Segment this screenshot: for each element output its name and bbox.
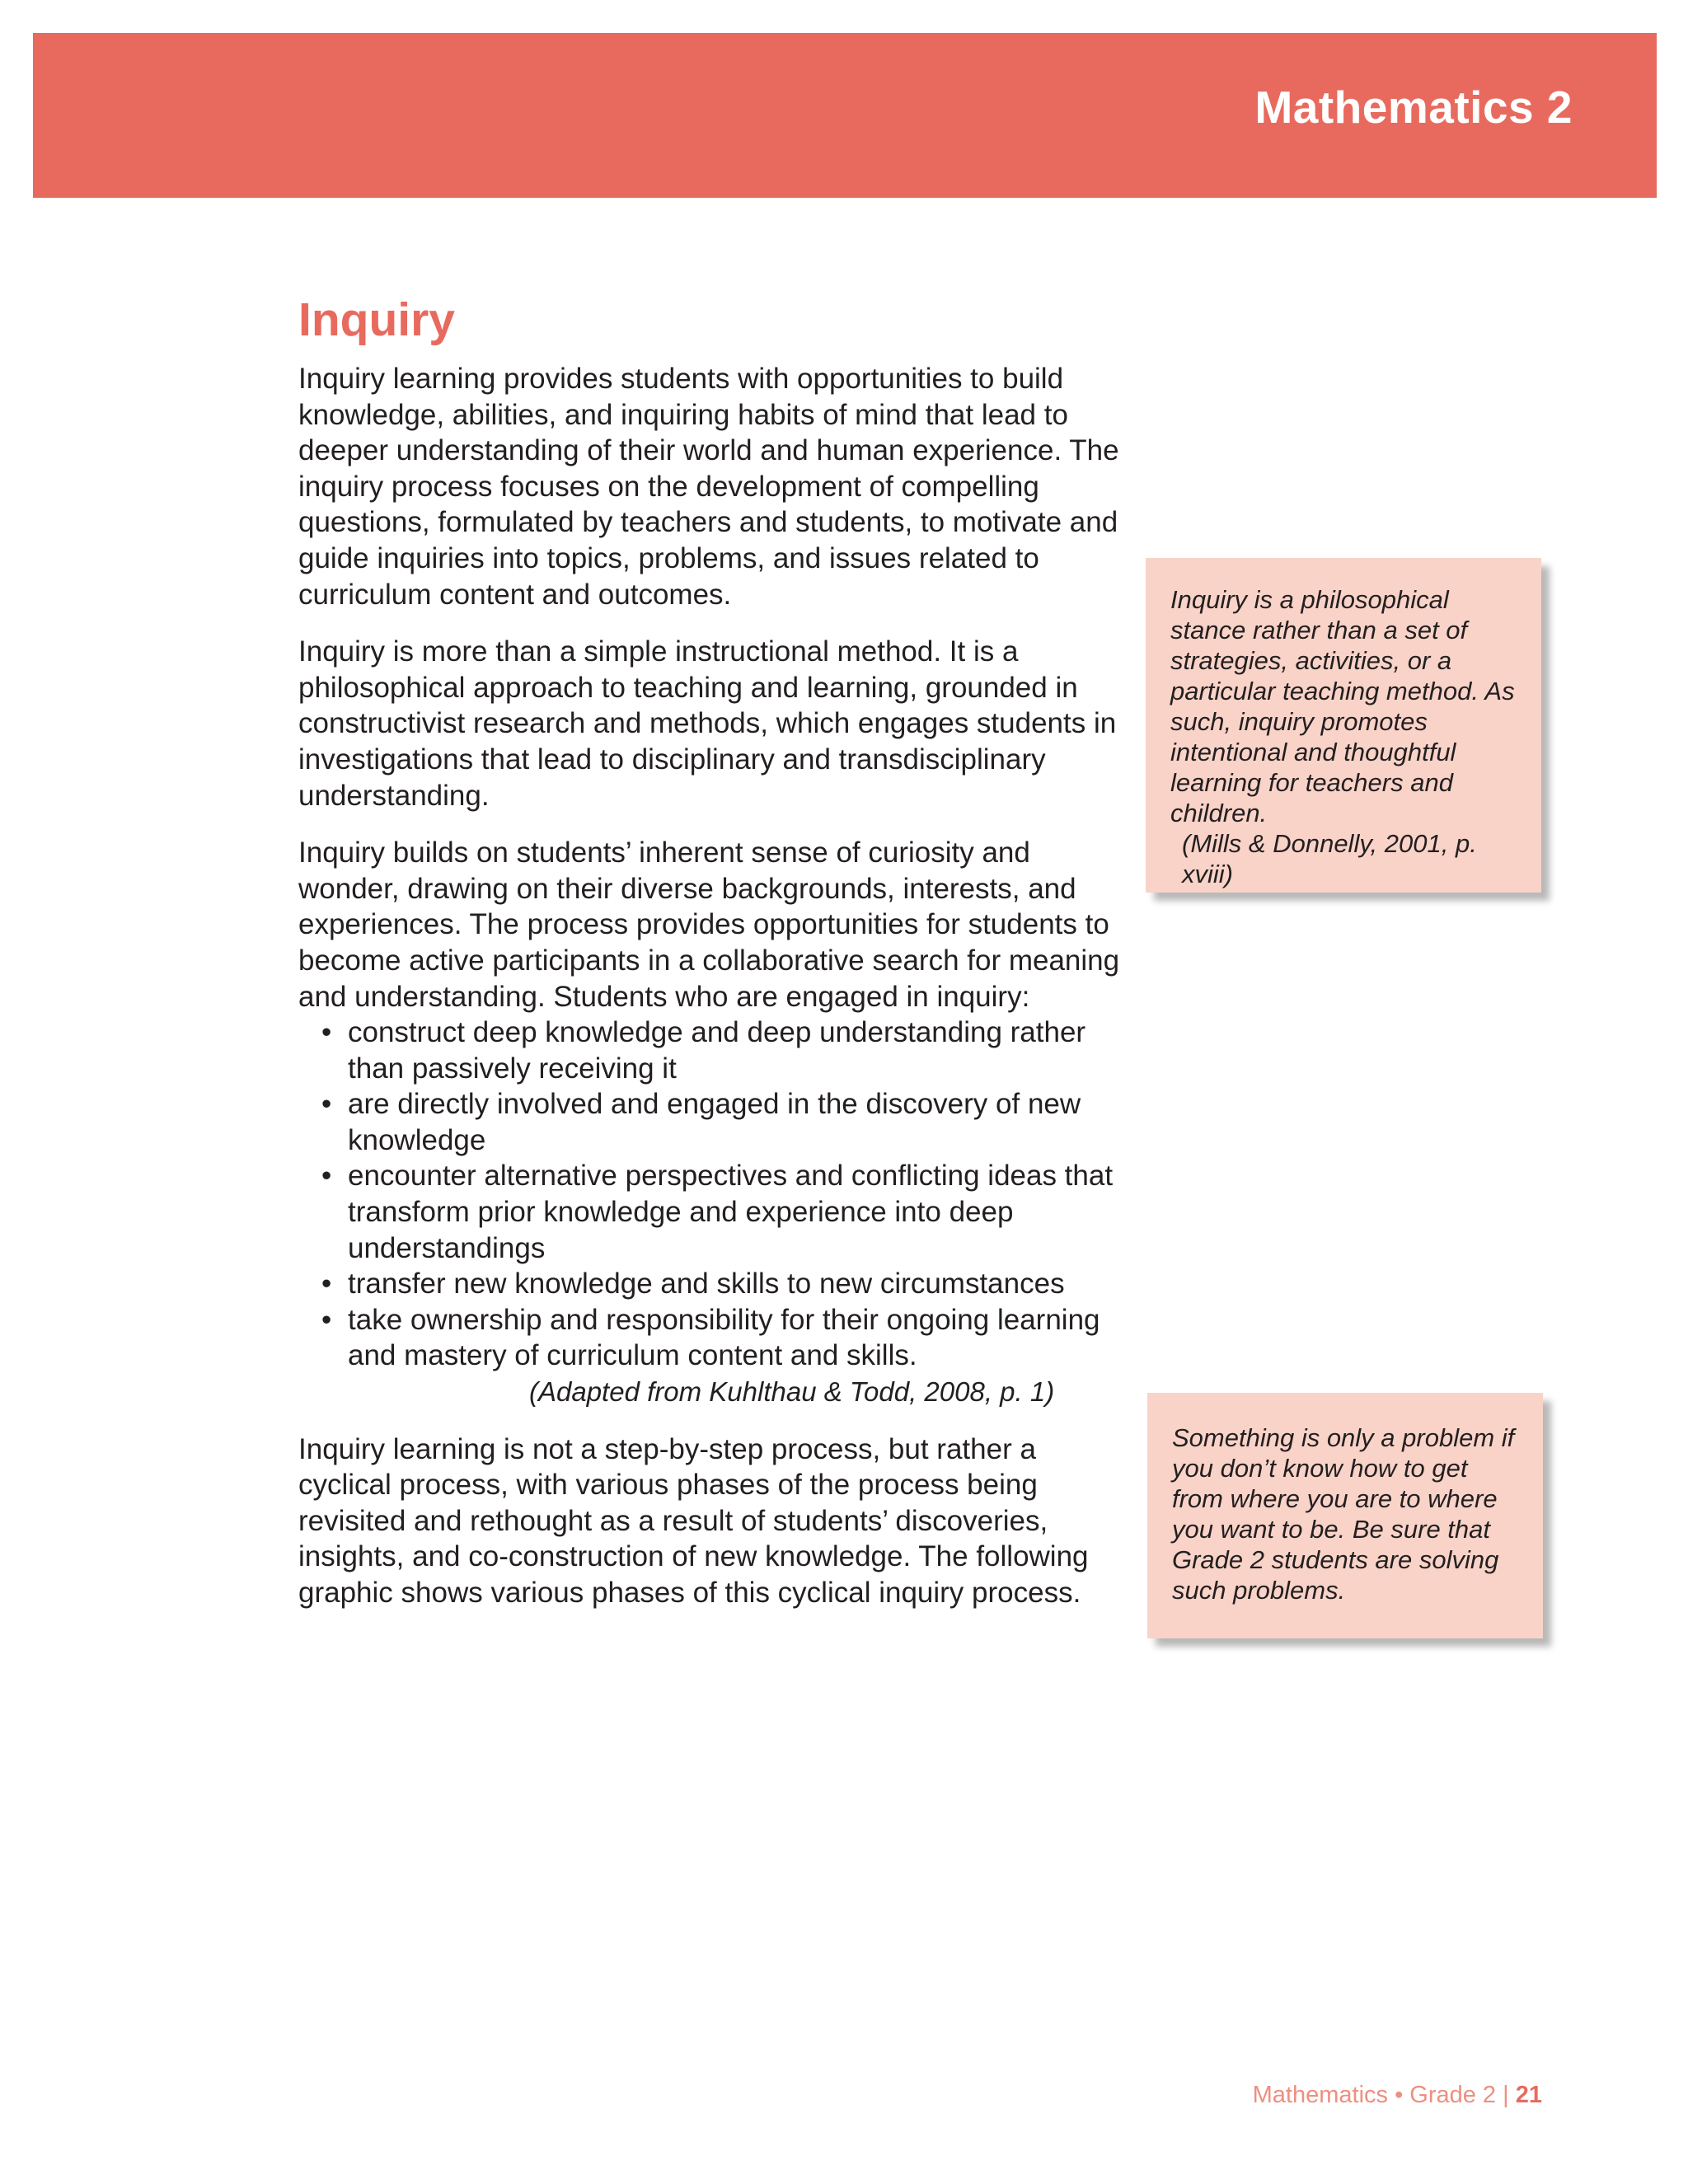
inquiry-bullet-list xyxy=(298,1015,1123,1374)
bullet-citation: (Adapted from Kuhlthau & Todd, 2008, p. 1) xyxy=(529,1376,1055,1408)
paragraph-intro: Inquiry learning provides students with opportunities to build knowledge, abilities, and inquiring habits of mind that lead to deeper understanding of their world and human experience. The inquiry process focuses on the development of compelling questions, formulated by teachers and students, to motivate and guide inquiries into topics, problems, and issues related to curriculum content and outcomes. xyxy=(298,363,1119,611)
sidebar-quote-text: Something is only a problem if you don’t know how to get from where you are to where you want to be. Be sure that Grade 2 students are solving such problems. xyxy=(1172,1423,1515,1605)
list-item: • encounter alternative perspectives and conflicting ideas that transform prior knowledge and experience into deep understandings xyxy=(348,1158,1123,1266)
page-title: Mathematics 2 xyxy=(1254,82,1573,133)
sidebar-quote-citation: (Mills & Donnelly, 2001, p. xviii) xyxy=(1182,829,1477,888)
paragraph-cyclical: Inquiry learning is not a step-by-step process, but rather a cyclical process, with various phases of the process being revisited and rethought as a result of students’ discoveries, insights, and co-construction of new knowledge. The following graphic shows various phases of this cyclical inquiry process. xyxy=(298,1432,1089,1609)
page-number: 21 xyxy=(1515,2082,1542,2108)
list-item: • take ownership and responsibility for their ongoing learning and mastery of curriculum content and skills. xyxy=(348,1302,1123,1374)
list-item: • transfer new knowledge and skills to new circumstances xyxy=(348,1266,1123,1302)
page-footer xyxy=(1253,2082,1542,2109)
list-item: • construct deep knowledge and deep understanding rather than passively receiving it xyxy=(348,1015,1123,1086)
main-content xyxy=(298,288,1123,1633)
list-item: • are directly involved and engaged in the discovery of new knowledge xyxy=(348,1086,1123,1158)
sidebar-quote-problem xyxy=(1147,1393,1543,1638)
section-heading: Inquiry xyxy=(298,293,456,346)
paragraph-curiosity: Inquiry builds on students’ inherent sense of curiosity and wonder, drawing on their diverse backgrounds, interests, and experiences. The process provides opportunities for students to become active participants in a collaborative search for meaning and understanding. Students who are engaged in inquiry: xyxy=(298,837,1120,1013)
sidebar-quote-inquiry xyxy=(1146,558,1541,893)
footer-separator: | xyxy=(1503,2082,1509,2108)
footer-label: Mathematics • Grade 2 xyxy=(1252,2082,1497,2108)
paragraph-philosophy: Inquiry is more than a simple instructional method. It is a philosophical approach to teaching and learning, grounded in constructivist research and methods, which engages students in investigations that lead to disciplinary and transdisciplinary understanding. xyxy=(298,635,1117,812)
sidebar-quote-text: Inquiry is a philosophical stance rather than a set of strategies, activities, or a particular teaching method. As such, inquiry promotes intentional and thoughtful learning for teachers and children. xyxy=(1170,585,1515,827)
